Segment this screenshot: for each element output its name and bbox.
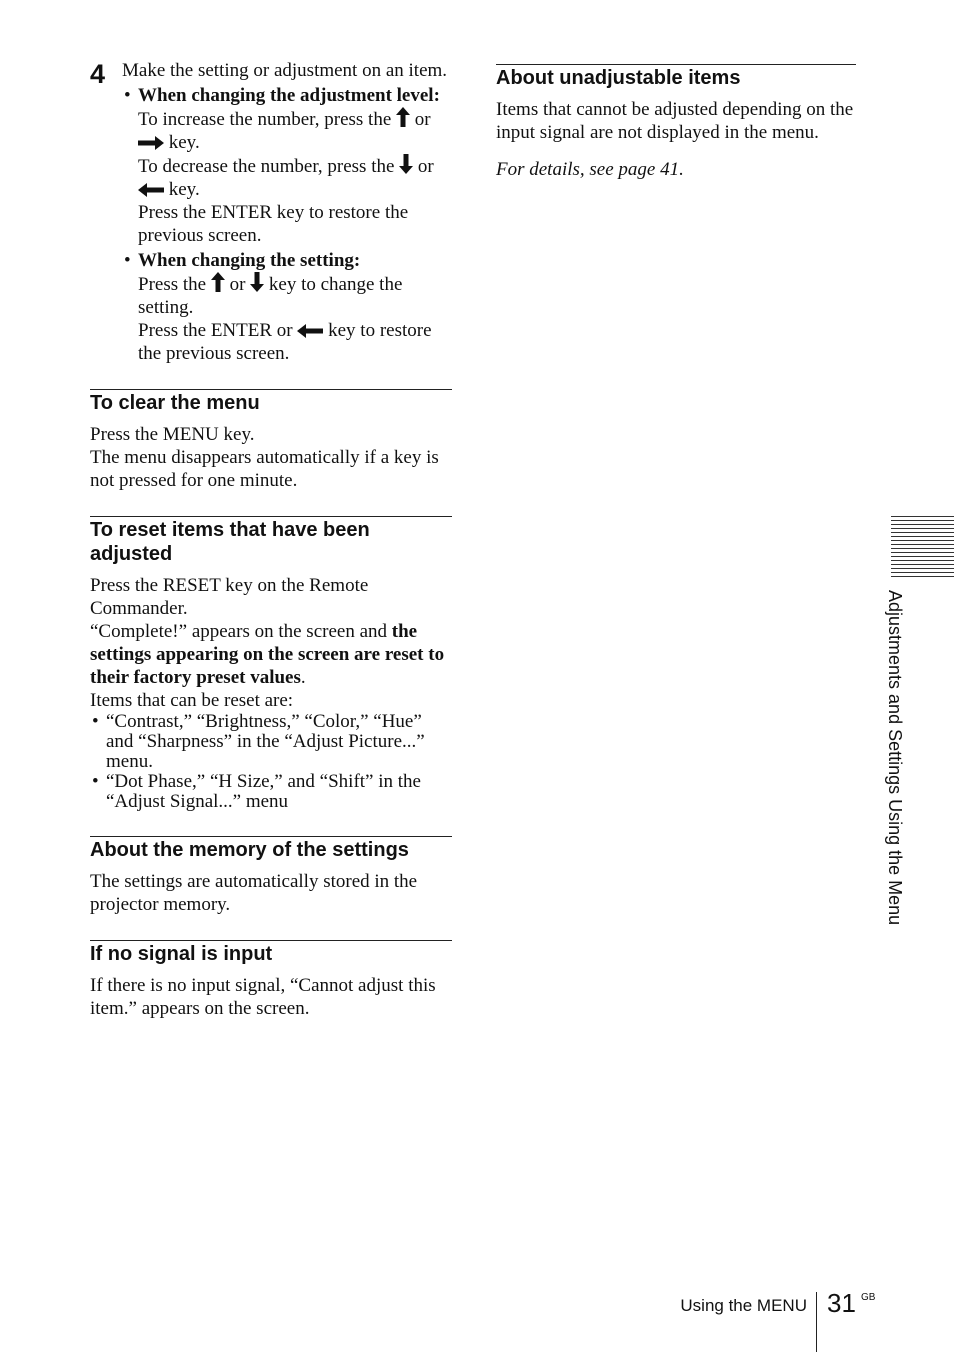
step-number: 4: [90, 59, 106, 89]
instruction-text: Press the ENTER or: [138, 320, 293, 341]
section-no-signal: [90, 940, 452, 1020]
bullet-setting: [122, 249, 452, 365]
section-heading: About the memory of the settings: [90, 839, 409, 861]
paragraph: Items that can be reset are:: [90, 690, 294, 711]
list-item: [90, 712, 452, 772]
section-memory: [90, 836, 452, 916]
bullet-mark: •: [124, 250, 131, 271]
list-item-text: “Contrast,” “Brightness,” “Color,” “Hue” and “Sharpness” in the “Adjust Picture...” menu.: [106, 711, 425, 772]
paragraph: Press the RESET key on the Remote Commander.: [90, 575, 369, 619]
paragraph-text: “Complete!” appears on the screen and: [90, 621, 392, 642]
list-item: [90, 772, 452, 812]
instruction-text: Press the: [138, 274, 207, 295]
paragraph: [90, 620, 452, 689]
instruction-text: key.: [168, 132, 200, 153]
arrow-left-icon: [297, 324, 323, 338]
instruction-text: To increase the number, press the: [138, 109, 392, 130]
bullet-title: When changing the setting:: [138, 250, 361, 271]
section-heading: If no signal is input: [90, 943, 273, 965]
chapter-title: Adjustments and Settings Using the Menu: [885, 590, 905, 926]
footer-section-label: Using the MENU: [680, 1296, 807, 1315]
list-item-text: “Dot Phase,” “H Size,” and “Shift” in the “Adjust Signal...” menu: [106, 771, 421, 812]
instruction-text: key to change the setting.: [138, 274, 403, 318]
instruction-text: To decrease the number, press the: [138, 156, 395, 177]
instruction-text: key to restore the previous screen.: [138, 320, 432, 364]
instruction-text: or: [229, 274, 246, 295]
bullet-mark: •: [92, 771, 99, 792]
page-language-suffix: GB: [861, 1292, 876, 1303]
arrow-down-icon: [250, 272, 264, 292]
restore-instruction: Press the ENTER key to restore the previous screen.: [138, 202, 409, 246]
arrow-down-icon: [399, 154, 413, 174]
restore-instruction: [138, 319, 452, 365]
change-instruction: [138, 272, 452, 319]
chapter-tab-marker: [891, 516, 954, 578]
arrow-up-icon: [211, 272, 225, 292]
bullet-mark: •: [124, 85, 131, 106]
chapter-side-label: [884, 590, 906, 950]
page-reference-note: For details, see page 41.: [496, 159, 684, 180]
left-column: [90, 52, 452, 1020]
arrow-left-icon: [138, 183, 164, 197]
paragraph: The menu disappears automatically if a key is not pressed for one minute.: [90, 447, 439, 491]
step-text: Make the setting or adjustment on an item.: [122, 60, 448, 81]
section-reset-items: [90, 516, 452, 812]
section-heading: About unadjustable items: [496, 67, 741, 89]
paragraph: Items that cannot be adjusted depending on the input signal are not displayed in the menu.: [496, 99, 854, 143]
paragraph: If there is no input signal, “Cannot adjust this item.” appears on the screen.: [90, 975, 436, 1019]
section-heading: To clear the menu: [90, 392, 260, 414]
section-clear-menu: [90, 389, 452, 492]
section-unadjustable: [496, 64, 856, 181]
instruction-text: key.: [168, 179, 200, 200]
increase-instruction: [138, 107, 452, 154]
page-number: 31: [827, 1288, 856, 1318]
instruction-text: or: [414, 109, 431, 130]
footer-divider: [816, 1292, 817, 1352]
paragraph-bold-text: the settings appearing on the screen are reset to their factory preset values: [90, 621, 445, 688]
section-heading: To reset items that have been adjusted: [90, 519, 370, 565]
arrow-up-icon: [396, 107, 410, 127]
bullet-mark: •: [92, 711, 99, 732]
paragraph-text: .: [300, 667, 306, 688]
right-column: [496, 52, 856, 181]
bullet-title: When changing the adjustment level:: [138, 85, 440, 106]
step-4: [90, 59, 452, 365]
arrow-right-icon: [138, 136, 164, 150]
bullet-adjustment-level: [122, 84, 452, 247]
instruction-text: or: [417, 156, 434, 177]
paragraph: The settings are automatically stored in the projector memory.: [90, 871, 418, 915]
paragraph: Press the MENU key.: [90, 424, 255, 445]
decrease-instruction: [138, 154, 452, 201]
